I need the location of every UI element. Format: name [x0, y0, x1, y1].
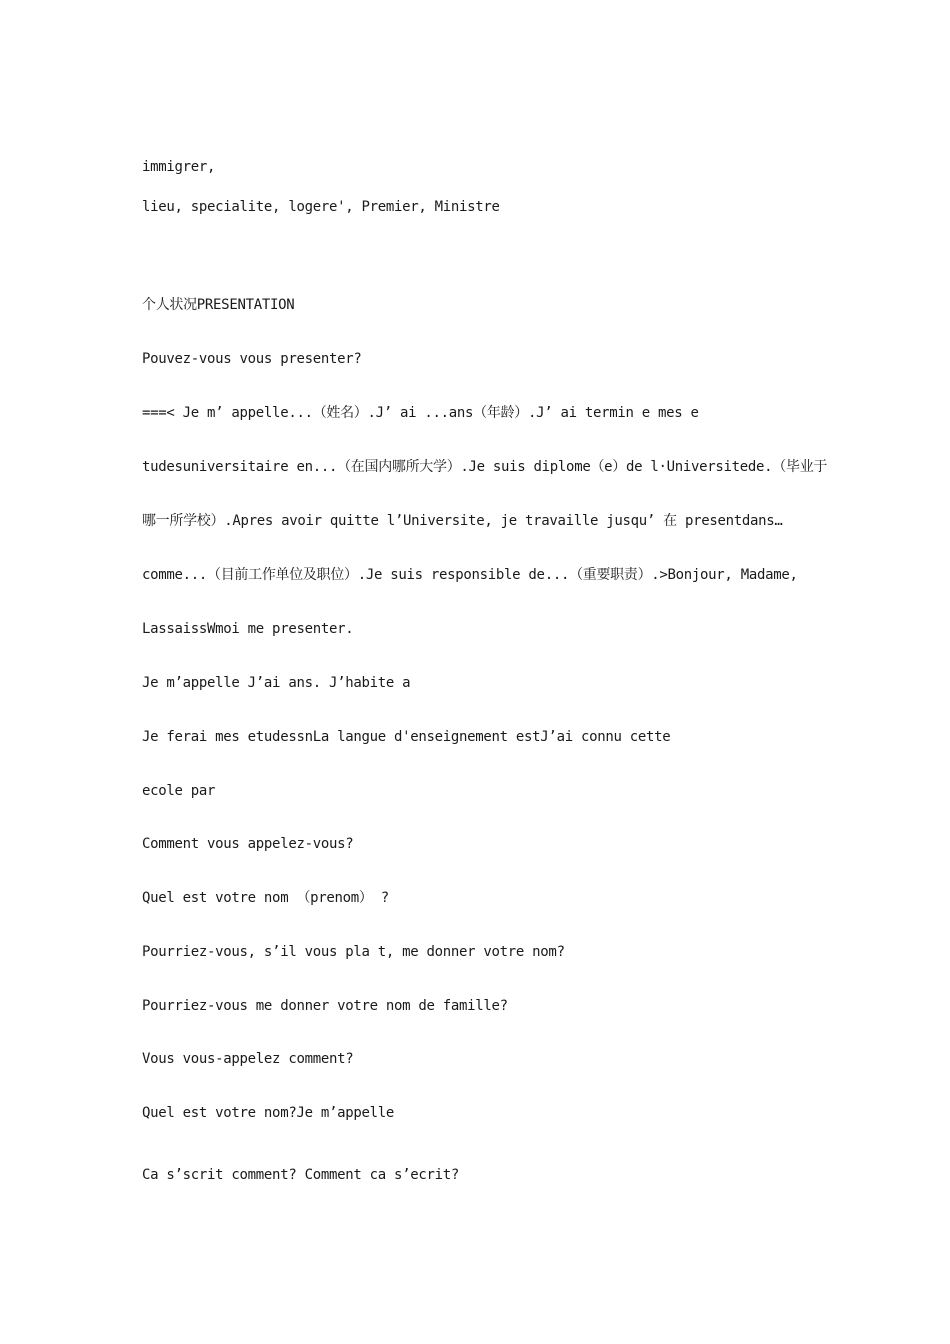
section-heading: 个人状况PRESENTATION	[142, 297, 295, 313]
text-line: Je m’appelle J’ai ans. J’habite a	[142, 675, 411, 691]
text-line: immigrer,	[142, 159, 216, 175]
text-line: ===< Je m’ appelle...（姓名）.J’ ai ...ans（年龄）.J’ ai termin e mes e	[142, 405, 699, 421]
text-line: Ca s’scrit comment? Comment ca s’ecrit?	[142, 1167, 460, 1183]
text-line: Je ferai mes etudessnLa langue d'enseignement estJ’ai connu cette	[142, 729, 671, 745]
text-line: Pouvez-vous vous presenter?	[142, 351, 362, 367]
text-line: Quel est votre nom?Je m’appelle	[142, 1105, 394, 1121]
text-line: Pourriez-vous me donner votre nom de famille?	[142, 998, 508, 1014]
text-line: lieu, specialite, logere', Premier, Ministre	[142, 199, 500, 215]
text-line: LassaissWmoi me presenter.	[142, 621, 354, 637]
text-line: comme...（目前工作单位及职位）.Je suis responsible de...（重要职责）.>Bonjour, Madame,	[142, 567, 798, 583]
text-line: Pourriez-vous, s’il vous pla t, me donner votre nom?	[142, 944, 565, 960]
text-line: 哪一所学校）.Apres avoir quitte l’Universite, je travaille jusqu’ 在 presentdans…	[142, 513, 783, 529]
text-line: Vous vous-appelez comment?	[142, 1051, 354, 1067]
text-line: Comment vous appelez-vous?	[142, 836, 354, 852]
text-line: ecole par	[142, 783, 216, 799]
text-line: tudesuniversitaire en...（在国内哪所大学）.Je suis diplome（e）de l·Universitede.（毕业于	[142, 459, 828, 475]
text-line: Quel est votre nom （prenom） ?	[142, 890, 389, 906]
